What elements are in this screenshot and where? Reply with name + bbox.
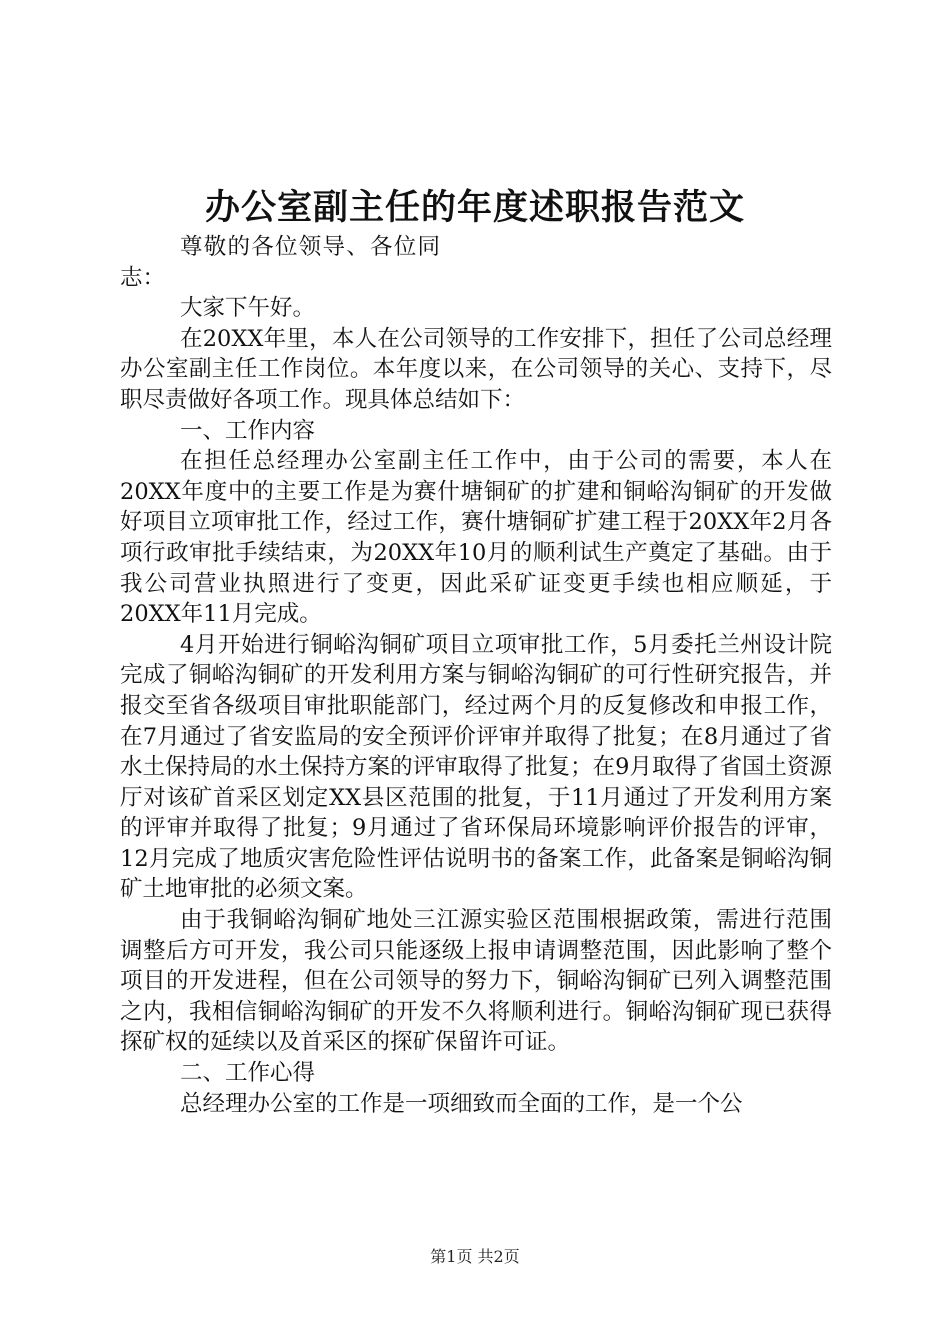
document-body: [120, 232, 832, 1119]
paragraph-work-content-1: 在担任总经理办公室副主任工作中，由于公司的需要，本人在20XX年度中的主要工作是为赛什塘铜矿的扩建和铜峪沟铜矿的开发做好项目立项审批工作，经过工作，赛什塘铜矿扩建工程于20XX年2月各项行政审批手续结束，为20XX年10月的顺利试生产奠定了基础。由于我公司营业执照进行了变更，因此采矿证变更手续也相应顺延，于20XX年11月完成。: [120, 448, 832, 628]
salutation: 尊敬的各位领导、各位同志：: [120, 234, 440, 291]
document-title: 办公室副主任的年度述职报告范文: [204, 187, 745, 228]
section-heading-work-content: 一、工作内容: [180, 417, 316, 444]
paragraph-work-content-3: 由于我铜峪沟铜矿地处三江源实验区范围根据政策，需进行范围调整后方可开发，我公司只能逐级上报申请调整范围，因此影响了整个项目的开发进程，但在公司领导的努力下，铜峪沟铜矿已列入调整范围之内，我相信铜峪沟铜矿的开发不久将顺利进行。铜峪沟铜矿现已获得探矿权的延续以及首采区的探矿保留许可证。: [120, 907, 832, 1056]
paragraph-work-experience-1: 总经理办公室的工作是一项细致而全面的工作，是一个公: [180, 1090, 743, 1117]
paragraph-intro: 在20XX年里，本人在公司领导的工作安排下，担任了公司总经理办公室副主任工作岗位。本年度以来，在公司领导的关心、支持下，尽职尽责做好各项工作。现具体总结如下：: [120, 325, 832, 413]
paragraph-work-content-2: 4月开始进行铜峪沟铜矿项目立项审批工作，5月委托兰州设计院完成了铜峪沟铜矿的开发利用方案与铜峪沟铜矿的可行性研究报告，并报交至省各级项目审批职能部门，经过两个月的反复修改和申报工作，在7月通过了省安监局的安全预评价评审并取得了批复；在8月通过了省水土保持局的水土保持方案的评审取得了批复；在9月取得了省国土资源厅对该矿首采区划定XX县区范围的批复，于11月通过了开发利用方案的评审并取得了批复；9月通过了省环保局环境影响评价报告的评审，12月完成了地质灾害危险性评估说明书的备案工作，此备案是铜峪沟铜矿土地审批的必须文案。: [120, 631, 832, 903]
section-heading-work-experience: 二、工作心得: [180, 1060, 316, 1087]
page-footer: 第1页 共2页: [430, 1247, 520, 1266]
greeting: 大家下午好。: [180, 295, 316, 322]
